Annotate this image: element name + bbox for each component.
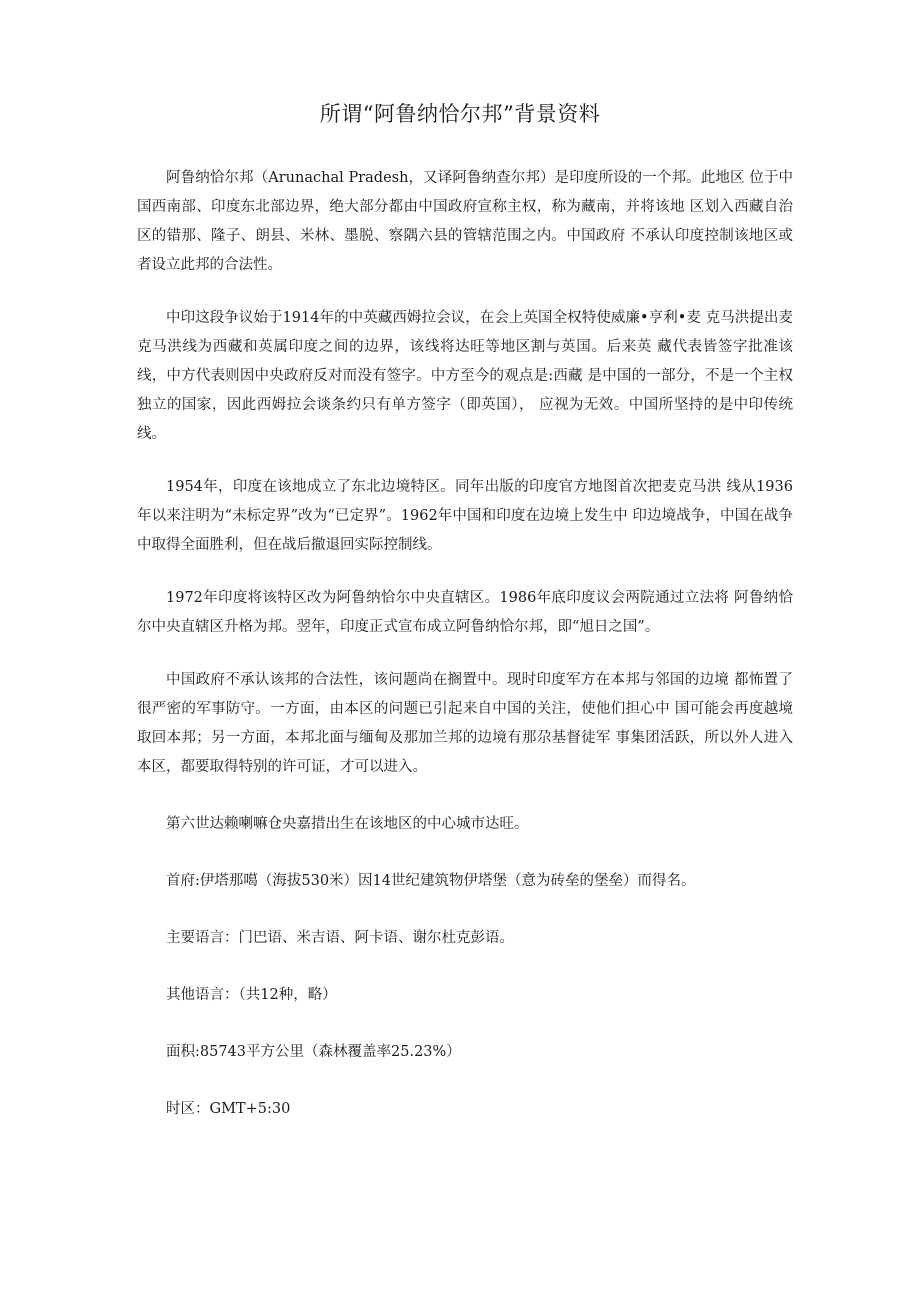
fact-timezone: 时区：GMT+5:30 (166, 1101, 291, 1117)
fact-dalai-lama: 第六世达赖喇嘛仓央嘉措出生在该地区的中心城市达旺。 (166, 816, 529, 832)
paragraph-current-status: 中国政府不承认该邦的合法性，该问题尚在搁置中。现时印度军方在本邦与邻国的边境 都怖置了很严密的军事防守。一方面，由本区的问题已引起来自中国的关注，使他们担心中 国可能会再度越境取回本邦；另一方面，本邦北面与缅甸及那加兰邦的边境有那尕基督徒军 事集团活跃，所以外人进入本区，都要取得特别的许可证，才可以进入。 (137, 672, 793, 775)
fact-other-languages: 其他语言：（共12种，略） (166, 987, 337, 1003)
document-title: 所谓“阿鲁纳恰尔邦”背景资料 (319, 102, 601, 126)
paragraph-1972-1987: 1972年印度将该特区改为阿鲁纳恰尔中央直辖区。1986年底印度议会两院通过立法将 阿鲁纳恰尔中央直辖区升格为邦。翌年，印度正式宣布成立阿鲁纳恰尔邦，即“旭日之国”。 (137, 590, 793, 635)
fact-capital: 首府:伊塔那噶（海拔530米）因14世纪建筑物伊塔堡（意为砖垒的堡垒）而得名。 (166, 873, 696, 889)
fact-main-languages: 主要语言：门巴语、米吉语、阿卡语、谢尔杜克彭语。 (166, 930, 514, 946)
paragraph-1954-1962: 1954年，印度在该地成立了东北边境特区。同年出版的印度官方地图首次把麦克马洪 线从1936年以来注明为“未标定界”改为“已定界”。1962年中国和印度在边境上发生中 印边境战争，中国在战争中取得全面胜利，但在战后撤退回实际控制线。 (137, 479, 793, 553)
paragraph-simla-history: 中印这段争议始于1914年的中英藏西姆拉会议，在会上英国全权特使威廉•亨利•麦 克马洪提出麦克马洪线为西藏和英属印度之间的边界，该线将达旺等地区割与英国。后来英 藏代表皆签字批准该线，中方代表则因中央政府反对而没有签字。中方至今的观点是:西藏 是中国的一部分，不是一个主权独立的国家，因此西姆拉会谈条约只有单方签字（即英国）， 应视为无效。中国所坚持的是中印传统线。 (137, 310, 793, 442)
document-body (137, 164, 793, 1124)
fact-area: 面积:85743平方公里（森林覆盖率25.23%） (166, 1044, 461, 1060)
paragraph-overview: 阿鲁纳恰尔邦（Arunachal Pradesh，又译阿鲁纳查尔邦）是印度所设的一个邦。此地区 位于中国西南部、印度东北部边界，绝大部分都由中国政府宣称主权，称为藏南，并将该地 区划入西藏自治区的错那、隆子、朗县、米林、墨脱、察隅六县的管辖范围之内。中国政府 不承认印度控制该地区或者设立此邦的合法性。 (137, 170, 793, 273)
